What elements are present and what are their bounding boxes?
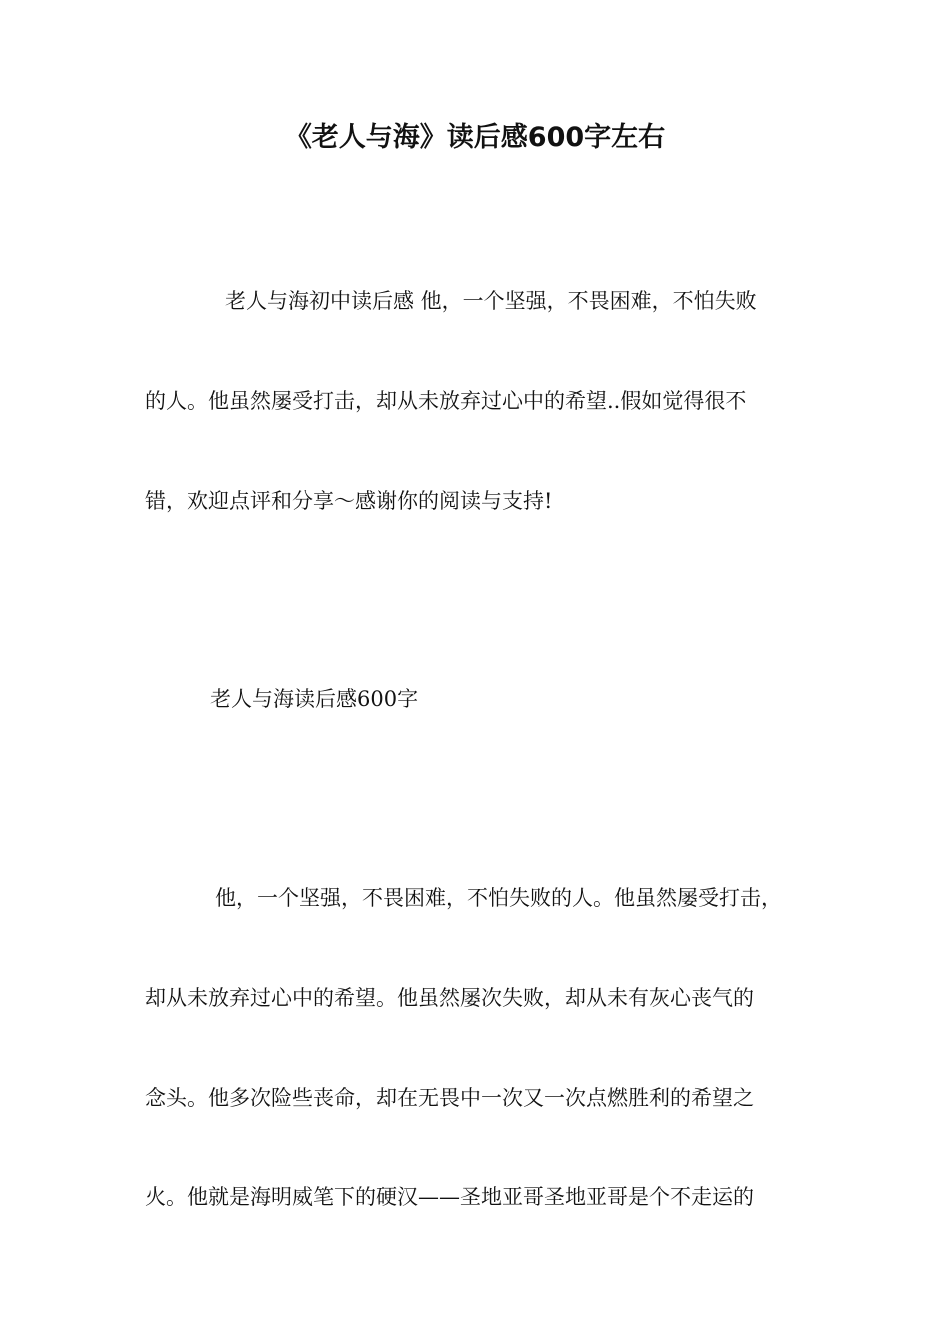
body-line-1: 他，一个坚强，不畏困难，不怕失败的人。他虽然屡受打击， — [215, 886, 782, 910]
intro-line-1: 老人与海初中读后感 他，一个坚强，不畏困难，不怕失败 — [225, 289, 757, 313]
section-subheading: 老人与海读后感600字 — [210, 687, 419, 711]
intro-line-3: 错，欢迎点评和分享～感谢你的阅读与支持! — [145, 489, 553, 513]
body-line-3: 念头。他多次险些丧命，却在无畏中一次又一次点燃胜利的希望之 — [145, 1086, 754, 1110]
body-line-2: 却从未放弃过心中的希望。他虽然屡次失败，却从未有灰心丧气的 — [145, 986, 754, 1010]
document-title: 《老人与海》读后感600字左右 — [284, 122, 666, 153]
intro-line-2: 的人。他虽然屡受打击，却从未放弃过心中的希望..假如觉得很不 — [145, 389, 747, 413]
body-line-4: 火。他就是海明威笔下的硬汉——圣地亚哥圣地亚哥是个不走运的 — [145, 1185, 754, 1209]
